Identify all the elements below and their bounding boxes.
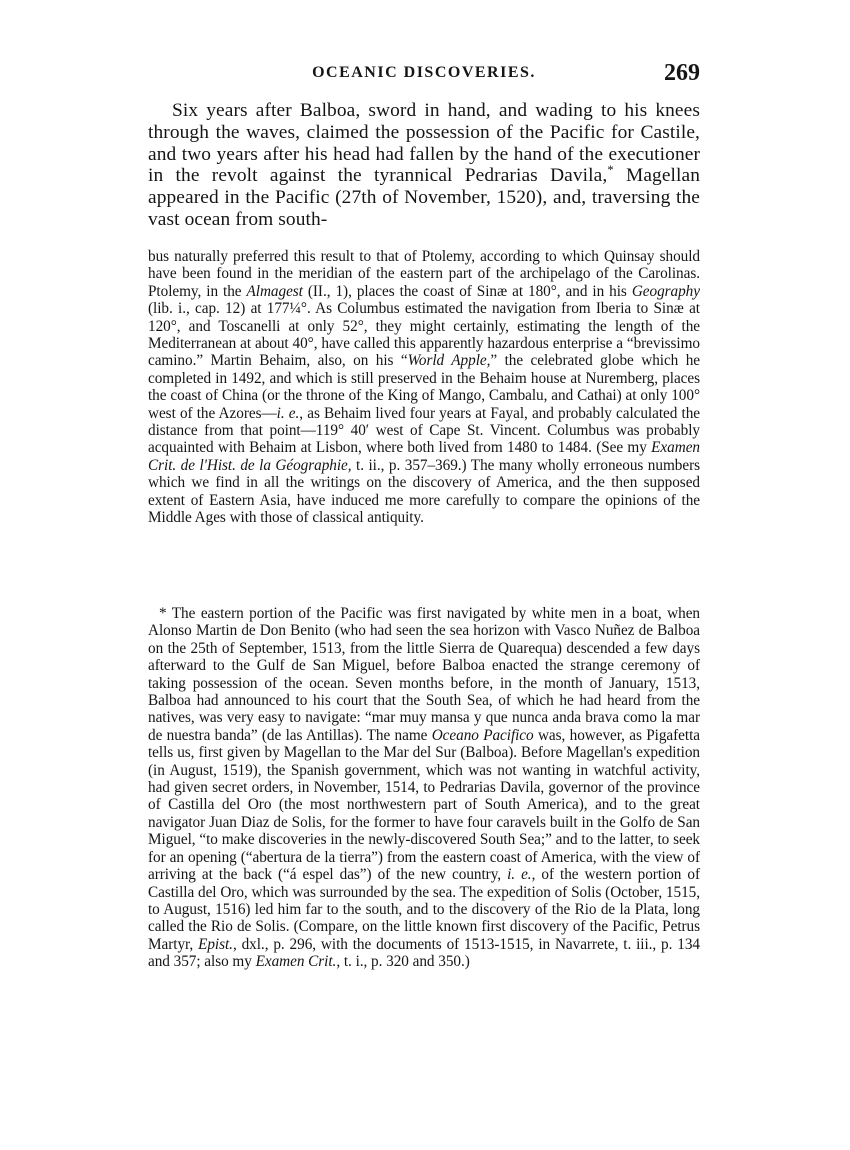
note-text: ” the celebrated globe which he completed in 1492, and which is still preserved in the Behaim house at Nuremberg, places the coast of China (or the throne of the King of Mango, Cambalu, and Cathai) at only 100° west of the Azores— (148, 352, 701, 422)
note-italic: Examen Crit. de l'Hist. de la Géographie, (148, 439, 700, 474)
main-text-part: Six years after Balboa, sword in hand, and wading to his knees through the waves, claimed the possession of the Pacific for Castile, and two years after his head had fallen by the hand of the executioner in the revolt against the tyrannical Pedrarias Davila, (148, 100, 700, 187)
main-paragraph (148, 100, 700, 231)
footnote-marker: * (159, 605, 167, 622)
note-italic: i. e. (507, 866, 532, 884)
page-header (148, 60, 700, 92)
note-text: (lib. i., cap. 12) at 177¼°. As Columbus estimated the navigation from Iberia to Sinæ at 120°, and Toscanelli at only 52°, they might certainly, estimating the length of the Mediterranean at about 40°, have called this apparently hazardous enterprise a “brevissimo camino.” Martin Behaim, also, on his “ (148, 300, 700, 370)
note-italic: World Apple, (407, 352, 491, 370)
note-text: t. ii., p. 357–369.) The many wholly erroneous numbers which we find in all the writings on the discovery of America, and the then supposed extent of Eastern Asia, have induced me more carefully to compare the opinions of the Middle Ages with those of classical antiquity. (148, 456, 700, 527)
note-text: (II., 1), places the coast of Sinæ at 180°, and in his (302, 282, 632, 300)
note-text: The eastern portion of the Pacific was first navigated by white men in a boat, when Alonso Martin de Don Benito (who had seen the sea horizon with Vasco Nuñez de Balboa on the 25th of September, 1513, from the little Sierra de Quarequa) descended a few days afterward to the Gulf de San Miguel, before Balboa enacted the strange ceremony of taking possession of the ocean. Seven months before, in the month of January, 1513, Balboa had announced to his court that the South Sea, of which he had heard from the natives, was very easy to navigate: “mar muy mansa y que nunca anda brava como la mar de nuestra banda” (de las Antillas). The name (148, 605, 700, 744)
note-italic: Examen Crit. (255, 953, 337, 971)
note-text: bus naturally preferred this result to that of Ptolemy, according to which Quinsay should have been found in the meridian of the eastern part of the archipelago of the Carolinas. Ptolemy, in the (148, 248, 700, 300)
main-text-part: Magellan appeared in the Pacific (27th of November, 1520), and, traversing the vast ocean from south- (148, 165, 700, 230)
running-title: OCEANIC DISCOVERIES. (312, 64, 536, 81)
note-text: , as Behaim lived four years at Fayal, and probably calculated the distance from that point—119° 40′ west of Cape St. Vincent. Columbus was probably acquainted with Behaim at Lisbon, where both lived from 1480 to 1484. (See my (148, 404, 700, 457)
note-italic: Oceano Pacifico (431, 726, 534, 744)
note-italic: Almagest (246, 282, 303, 300)
note-text: , dxl., p. 296, with the documents of 1513-1515, in Navarrete, t. iii., p. 134 and 357; also my (148, 935, 700, 971)
continued-footnote (148, 248, 700, 527)
footnote-star (148, 605, 700, 971)
note-text: , t. i., p. 320 and 350.) (336, 953, 470, 971)
note-italic: Epist. (198, 935, 233, 953)
page-number: 269 (664, 60, 700, 86)
footnote-marker: * (607, 163, 614, 178)
note-italic: i. e. (276, 404, 300, 422)
note-text: was, however, as Pigafetta tells us, first given by Magellan to the Mar del Sur (Balboa). Before Magellan's expedition (in August, 1519), the Spanish government, which was not wanting in watchful activity, had given secret orders, in November, 1514, to Pedrarias Davila, governor of the province of Castilla del Oro (the most northwestern part of South America), and to the great navigator Juan Diaz de Solis, for the former to have four caravels built in the Golfo de San Miguel, “to make discoveries in the newly-discovered South Sea;” and to the latter, to seek for an opening (“abertura de la tierra”) from the eastern coast of America, with the view of arriving at the back (“á espel das”) of the new country, (148, 726, 700, 884)
note-text: , of the western portion of Castilla del Oro, which was surrounded by the sea. The expedition of Solis (October, 1515, to August, 1516) led him far to the south, and to the discovery of the Rio de la Plata, long called the Rio de Solis. (Compare, on the little known first discovery of the Pacific, Petrus Martyr, (148, 866, 700, 953)
note-italic: Geography (631, 282, 700, 300)
